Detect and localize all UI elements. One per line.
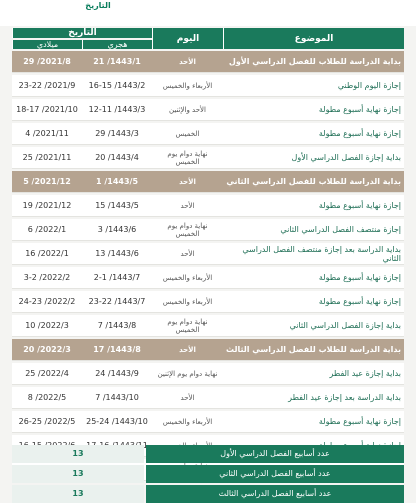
row-gregorian: 2021/11/ 25 [12,147,82,169]
row-topic: إجازة نهاية أسبوع مطولة [223,123,404,145]
row-topic: بداية إجازة عيد الفطر [223,363,404,385]
row-gregorian: 2022/4/ 25 [12,363,82,385]
summary-row [12,465,404,483]
header-day: اليوم [152,28,223,49]
row-hijri: 1443/6/ 13 [82,243,152,265]
row-gregorian: 2022/5/ 26-25 [12,411,82,433]
row-topic: بداية الدراسة للطلاب للفصل الدراسي الأول [223,51,404,73]
calendar-body [12,51,404,481]
table-row [12,195,404,217]
row-day: نهاية دوام يوم الإثنين [152,363,223,385]
row-hijri: 1443/9/ 24 [82,363,152,385]
row-topic: إجازة نهاية أسبوع مطولة [223,99,404,121]
row-day: الأربعاء والخميس [152,267,223,289]
header-gregorian: ميلادي [12,40,82,49]
summary-row [12,445,404,463]
row-gregorian: 2022/3/ 20 [12,339,82,361]
row-gregorian: 2022/2/ 3-2 [12,267,82,289]
row-day: الأحد [152,171,223,193]
row-hijri: 1443/3/ 29 [82,123,152,145]
row-day: الأحد [152,195,223,217]
row-hijri: 1443/7/ 23-22 [82,291,152,313]
row-gregorian: 2021/12/ 5 [12,171,82,193]
summary-value: 13 [12,465,144,483]
row-gregorian: 2021/12/ 19 [12,195,82,217]
row-day: الأحد والإثنين [152,99,223,121]
table-row [12,219,404,241]
row-topic: بداية إجازة الفصل الدراسي الأول [223,147,404,169]
row-gregorian: 2022/5/ 8 [12,387,82,409]
row-hijri: 1443/5/ 1 [82,171,152,193]
summary-label: عدد أسابيع الفصل الدراسي الثاني [146,465,404,483]
row-day: الأحد [152,51,223,73]
row-hijri: 1443/4/ 20 [82,147,152,169]
table-row [12,387,404,409]
row-day: الأربعاء والخميس [152,291,223,313]
row-topic: بداية الدراسة للطلاب للفصل الدراسي الثالث [223,339,404,361]
table-row [12,51,404,73]
row-topic: بداية الدراسة بعد إجازة منتصف الفصل الدراسي الثاني [223,243,404,265]
row-gregorian: 2022/1/ 6 [12,219,82,241]
row-day: الأربعاء والخميس [152,75,223,97]
table-row [12,315,404,337]
row-hijri: 1443/3/ 12-11 [82,99,152,121]
calendar-table [12,26,404,483]
summary-label: عدد أسابيع الفصل الدراسي الأول [146,445,404,463]
row-day: الأحد [152,243,223,265]
table-row [12,171,404,193]
table-row [12,243,404,265]
row-gregorian: 2022/2/ 24-23 [12,291,82,313]
row-day: الأحد [152,339,223,361]
table-row [12,411,404,433]
row-topic: بداية الدراسة بعد إجازة عيد الفطر [223,387,404,409]
header-hijri: هجري [82,40,152,49]
table-row [12,147,404,169]
row-topic: إجازة نهاية أسبوع مطولة [223,195,404,217]
table-row [12,123,404,145]
top-strip [0,0,416,26]
row-topic: بداية إجازة الفصل الدراسي الثاني [223,315,404,337]
row-gregorian: 2021/8/ 29 [12,51,82,73]
row-gregorian: 2021/9/ 23-22 [12,75,82,97]
row-hijri: 1443/10/ 7 [82,387,152,409]
row-hijri: 1443/5/ 15 [82,195,152,217]
table-row [12,339,404,361]
date-top-label: التاريخ [85,1,111,10]
summary-row [12,485,404,503]
summary-label: عدد أسابيع الفصل الدراسي الثالث [146,485,404,503]
table-row [12,291,404,313]
header-date: التاريخ [12,28,152,38]
row-topic: بداية الدراسة للطلاب للفصل الدراسي الثاني [223,171,404,193]
table-row [12,267,404,289]
row-gregorian: 2022/1/ 16 [12,243,82,265]
row-hijri: 1443/10/ 25-24 [82,411,152,433]
table-row [12,99,404,121]
row-day: نهاية دوام يوم الخميس [152,147,223,169]
table-row [12,75,404,97]
row-gregorian: 2022/3/ 10 [12,315,82,337]
row-hijri: 1443/2/ 16-15 [82,75,152,97]
summary-value: 13 [12,445,144,463]
row-topic: إجازة نهاية أسبوع مطولة [223,267,404,289]
row-hijri: 1443/7/ 2-1 [82,267,152,289]
header-topic: الموضوع [223,28,404,49]
row-hijri: 1443/8/ 17 [82,339,152,361]
table-row [12,363,404,385]
row-gregorian: 2021/11/ 4 [12,123,82,145]
row-day: نهاية دوام يوم الخميس [152,219,223,241]
row-topic: إجازة نهاية أسبوع مطولة [223,411,404,433]
row-topic: إجازة نهاية أسبوع مطولة [223,291,404,313]
summary-value: 13 [12,485,144,503]
row-day: نهاية دوام يوم الخميس [152,315,223,337]
row-day: الخميس [152,123,223,145]
row-hijri: 1443/1/ 21 [82,51,152,73]
row-topic: إجازة منتصف الفصل الدراسي الثاني [223,219,404,241]
row-hijri: 1443/6/ 3 [82,219,152,241]
row-topic: إجازة اليوم الوطني [223,75,404,97]
row-hijri: 1443/8/ 7 [82,315,152,337]
row-gregorian: 2021/10/ 18-17 [12,99,82,121]
row-day: الأحد [152,387,223,409]
row-day: الأربعاء والخميس [152,411,223,433]
